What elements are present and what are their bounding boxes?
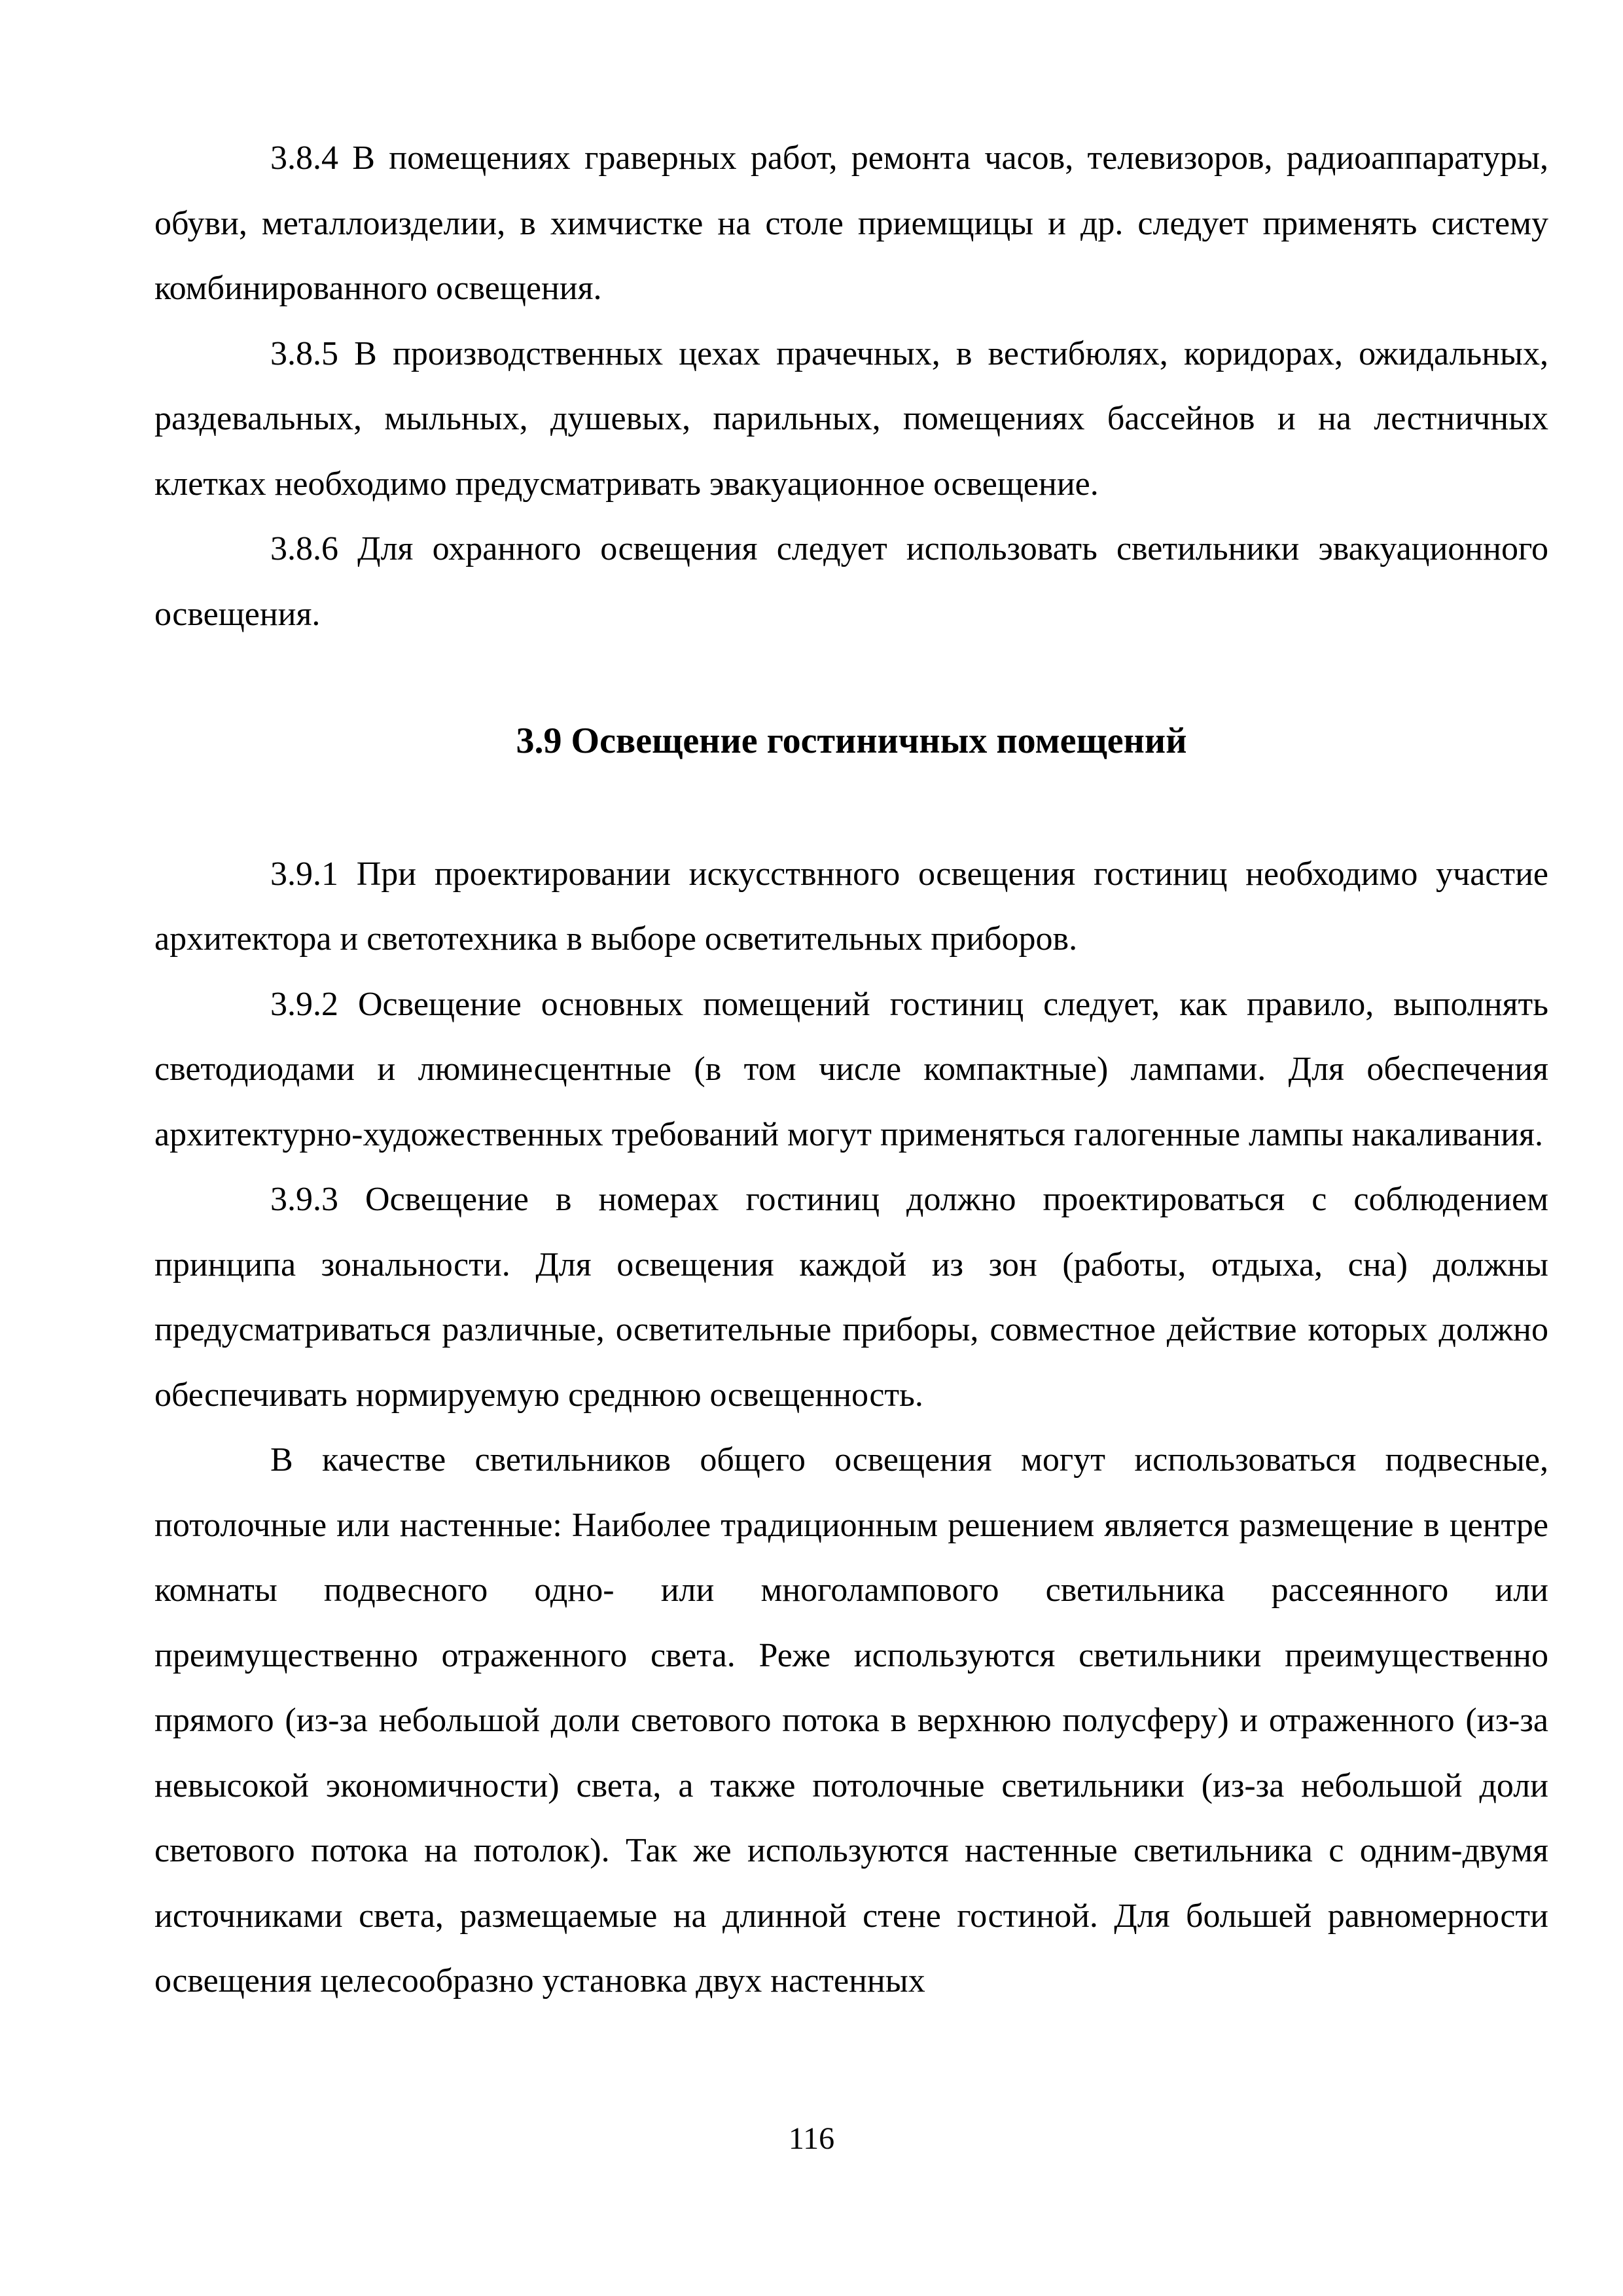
paragraph-3-9-1: 3.9.1 При проектировании искусствнного освещения гостиниц необходимо участие архитектора и светотехника в выборе осветительных приборов. bbox=[154, 855, 1548, 958]
paragraph-luminaires: В качестве светильников общего освещения могут использоваться подвесные, потолочные или настенные: Наиболее традиционным решением является размещение в центре комнаты подвесного одно- или многолампового светильника рассеянного или преимущественно отраженного света. Реже используются светильники преимущественно прямого (из-за небольшой доли светового потока в верхнюю полусферу) и отраженного (из-за невысокой экономичности) света, а также потолочные светильники (из-за небольшой доли светового потока на потолок). Так же используются настенные светильника с одним-двумя источниками света, размещаемые на длинной стене гостиной. Для большей равномерности освещения целесообразно установка двух настенных bbox=[154, 1441, 1548, 2000]
paragraph-3-9-2: 3.9.2 Освещение основных помещений гостиниц следует, как правило, выполнять светодиодами и люминесцентные (в том числе компактные) лампами. Для обеспечения архитектурно-художественных требований могут применяться галогенные лампы накаливания. bbox=[154, 985, 1548, 1153]
document-page bbox=[154, 126, 1548, 2014]
paragraph-3-8-4: 3.8.4 В помещениях граверных работ, ремонта часов, телевизоров, радиоаппаратуры, обуви, металлоизделии, в химчистке на столе приемщицы и др. следует применять систему комбинированного освещения. bbox=[154, 139, 1548, 307]
section-heading-3-9: 3.9 Освещение гостиничных помещений bbox=[516, 721, 1187, 761]
paragraph-3-8-5: 3.8.5 В производственных цехах прачечных, в вестибюлях, коридорах, ожидальных, раздевальных, мыльных, душевых, парильных, помещениях бассейнов и на лестничных клетках необходимо предусматривать эвакуационное освещение. bbox=[154, 334, 1548, 503]
paragraph-3-9-3: 3.9.3 Освещение в номерах гостиниц должно проектироваться с соблюдением принципа зональности. Для освещения каждой из зон (работы, отдыха, сна) должны предусматриваться различные, осветительные приборы, совместное действие которых должно обеспечивать нормируемую среднюю освещенность. bbox=[154, 1181, 1548, 1414]
paragraph-3-8-6: 3.8.6 Для охранного освещения следует использовать светильники эвакуационного освещения. bbox=[154, 530, 1548, 633]
page-number: 116 bbox=[788, 2121, 835, 2156]
